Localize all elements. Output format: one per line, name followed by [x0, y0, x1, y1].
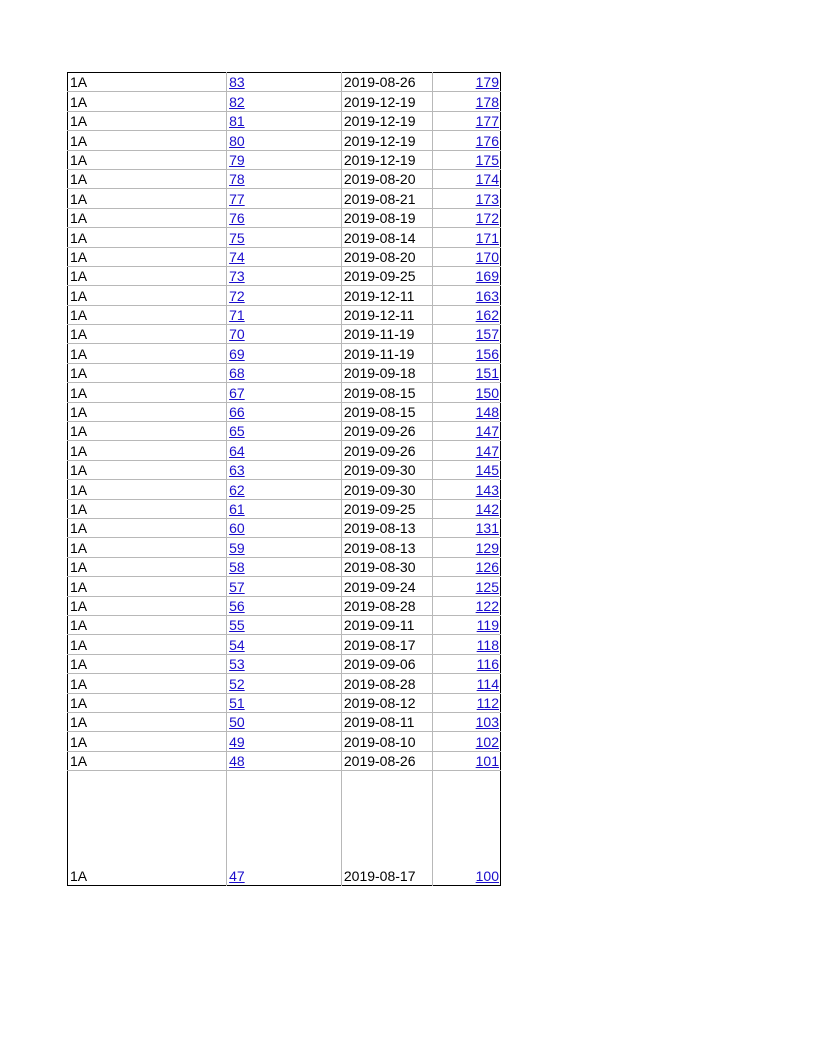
page-link[interactable]: 162	[475, 307, 499, 324]
code-cell: 1A	[68, 538, 227, 557]
table-row	[68, 92, 501, 111]
id-link[interactable]: 79	[229, 151, 245, 168]
id-link[interactable]: 69	[229, 345, 245, 362]
page-cell	[432, 266, 501, 285]
page-link[interactable]: 177	[475, 113, 499, 130]
id-cell	[227, 92, 342, 111]
page-link[interactable]: 156	[475, 345, 499, 362]
id-cell	[227, 712, 342, 731]
id-link[interactable]: 50	[229, 714, 245, 731]
code-cell: 1A	[68, 635, 227, 654]
table-row	[68, 771, 501, 886]
id-link[interactable]: 56	[229, 597, 245, 614]
code-cell: 1A	[68, 712, 227, 731]
date-cell: 2019-12-19	[341, 150, 432, 169]
date-cell: 2019-08-17	[341, 771, 432, 886]
date-cell: 2019-12-19	[341, 111, 432, 130]
table-row	[68, 325, 501, 344]
page-cell	[432, 635, 501, 654]
id-cell	[227, 751, 342, 770]
page-link[interactable]: 145	[475, 462, 499, 479]
page-link[interactable]: 147	[475, 423, 499, 440]
id-link[interactable]: 61	[229, 500, 245, 517]
page-cell	[432, 111, 501, 130]
table-row	[68, 208, 501, 227]
date-cell: 2019-09-18	[341, 363, 432, 382]
page-cell	[432, 771, 501, 886]
code-cell: 1A	[68, 518, 227, 537]
table-row	[68, 732, 501, 751]
date-cell: 2019-08-15	[341, 402, 432, 421]
table-row	[68, 286, 501, 305]
id-cell	[227, 344, 342, 363]
id-link[interactable]: 75	[229, 229, 245, 246]
id-cell	[227, 266, 342, 285]
page-cell	[432, 732, 501, 751]
id-link[interactable]: 70	[229, 326, 245, 343]
code-cell: 1A	[68, 266, 227, 285]
date-cell: 2019-08-28	[341, 674, 432, 693]
code-cell: 1A	[68, 693, 227, 712]
table-row	[68, 422, 501, 441]
page-link[interactable]: 176	[475, 132, 499, 149]
page-link[interactable]: 129	[475, 539, 499, 556]
table-row	[68, 266, 501, 285]
id-cell	[227, 693, 342, 712]
table-row	[68, 654, 501, 673]
page-cell	[432, 557, 501, 576]
id-cell	[227, 189, 342, 208]
date-cell: 2019-12-19	[341, 92, 432, 111]
id-link[interactable]: 51	[229, 694, 245, 711]
table-row	[68, 247, 501, 266]
date-cell: 2019-08-21	[341, 189, 432, 208]
table-row	[68, 712, 501, 731]
page-link[interactable]: 163	[475, 287, 499, 304]
date-cell: 2019-12-11	[341, 286, 432, 305]
page-link[interactable]: 150	[475, 384, 499, 401]
code-cell: 1A	[68, 383, 227, 402]
table-row	[68, 499, 501, 518]
code-cell: 1A	[68, 402, 227, 421]
table-row	[68, 635, 501, 654]
table-row	[68, 441, 501, 460]
table-row	[68, 518, 501, 537]
id-cell	[227, 441, 342, 460]
page-cell	[432, 751, 501, 770]
id-link[interactable]: 68	[229, 365, 245, 382]
date-cell: 2019-08-13	[341, 538, 432, 557]
id-cell	[227, 538, 342, 557]
id-link[interactable]: 81	[229, 113, 245, 130]
date-cell: 2019-08-20	[341, 247, 432, 266]
id-link[interactable]: 76	[229, 210, 245, 227]
page-link[interactable]: 100	[475, 868, 499, 885]
id-cell	[227, 771, 342, 886]
table-row	[68, 538, 501, 557]
id-cell	[227, 499, 342, 518]
code-cell: 1A	[68, 441, 227, 460]
page-cell	[432, 131, 501, 150]
id-cell	[227, 150, 342, 169]
page-cell	[432, 228, 501, 247]
code-cell: 1A	[68, 189, 227, 208]
id-link[interactable]: 62	[229, 481, 245, 498]
page-cell	[432, 247, 501, 266]
date-cell: 2019-08-13	[341, 518, 432, 537]
spreadsheet-table	[67, 72, 501, 886]
page-link[interactable]: 131	[475, 520, 499, 537]
page-link[interactable]: 148	[475, 404, 499, 421]
table-row	[68, 615, 501, 634]
id-cell	[227, 596, 342, 615]
page-cell	[432, 383, 501, 402]
date-cell: 2019-09-24	[341, 577, 432, 596]
page-cell	[432, 422, 501, 441]
page-cell	[432, 73, 501, 92]
page-cell	[432, 344, 501, 363]
id-cell	[227, 674, 342, 693]
code-cell: 1A	[68, 111, 227, 130]
table-row	[68, 596, 501, 615]
page-link[interactable]: 175	[475, 151, 499, 168]
date-cell: 2019-08-17	[341, 635, 432, 654]
table-row	[68, 460, 501, 479]
page-cell	[432, 150, 501, 169]
table-row	[68, 363, 501, 382]
id-cell	[227, 228, 342, 247]
id-cell	[227, 615, 342, 634]
id-cell	[227, 654, 342, 673]
table-row	[68, 693, 501, 712]
date-cell: 2019-12-11	[341, 305, 432, 324]
id-link[interactable]: 52	[229, 675, 245, 692]
code-cell: 1A	[68, 286, 227, 305]
date-cell: 2019-09-30	[341, 480, 432, 499]
code-cell: 1A	[68, 422, 227, 441]
table-row	[68, 189, 501, 208]
page-cell	[432, 363, 501, 382]
id-link[interactable]: 48	[229, 753, 245, 770]
table-row	[68, 674, 501, 693]
id-cell	[227, 557, 342, 576]
date-cell: 2019-12-19	[341, 131, 432, 150]
code-cell: 1A	[68, 73, 227, 92]
date-cell: 2019-08-19	[341, 208, 432, 227]
id-cell	[227, 363, 342, 382]
id-link[interactable]: 73	[229, 268, 245, 285]
code-cell: 1A	[68, 208, 227, 227]
page-link[interactable]: 157	[475, 326, 499, 343]
table-row	[68, 305, 501, 324]
id-cell	[227, 480, 342, 499]
id-cell	[227, 635, 342, 654]
id-cell	[227, 111, 342, 130]
id-cell	[227, 732, 342, 751]
id-link[interactable]: 59	[229, 539, 245, 556]
code-cell: 1A	[68, 577, 227, 596]
id-cell	[227, 208, 342, 227]
code-cell: 1A	[68, 131, 227, 150]
page-cell	[432, 596, 501, 615]
date-cell: 2019-09-25	[341, 499, 432, 518]
page-cell	[432, 169, 501, 188]
code-cell: 1A	[68, 460, 227, 479]
code-cell: 1A	[68, 344, 227, 363]
table-body	[68, 73, 501, 886]
page-cell	[432, 325, 501, 344]
date-cell: 2019-11-19	[341, 344, 432, 363]
id-link[interactable]: 80	[229, 132, 245, 149]
page-link[interactable]: 172	[475, 210, 499, 227]
page-link[interactable]: 178	[475, 93, 499, 110]
code-cell: 1A	[68, 615, 227, 634]
page-link[interactable]: 151	[475, 365, 499, 382]
date-cell: 2019-08-26	[341, 751, 432, 770]
table-row	[68, 402, 501, 421]
id-link[interactable]: 58	[229, 559, 245, 576]
id-cell	[227, 325, 342, 344]
table-row	[68, 131, 501, 150]
id-link[interactable]: 55	[229, 617, 245, 634]
id-cell	[227, 383, 342, 402]
page-cell	[432, 499, 501, 518]
page-cell	[432, 712, 501, 731]
page-link[interactable]: 147	[475, 442, 499, 459]
page-cell	[432, 480, 501, 499]
id-link[interactable]: 77	[229, 190, 245, 207]
id-link[interactable]: 60	[229, 520, 245, 537]
page-cell	[432, 538, 501, 557]
table-row	[68, 169, 501, 188]
page-link[interactable]: 116	[476, 656, 499, 673]
id-link[interactable]: 71	[229, 307, 245, 324]
id-cell	[227, 305, 342, 324]
id-cell	[227, 286, 342, 305]
page-cell	[432, 92, 501, 111]
page-link[interactable]: 173	[475, 190, 499, 207]
page-link[interactable]: 101	[475, 753, 499, 770]
code-cell: 1A	[68, 150, 227, 169]
id-link[interactable]: 65	[229, 423, 245, 440]
page-cell	[432, 654, 501, 673]
id-link[interactable]: 78	[229, 171, 245, 188]
code-cell: 1A	[68, 228, 227, 247]
date-cell: 2019-08-20	[341, 169, 432, 188]
page-cell	[432, 693, 501, 712]
date-cell: 2019-08-28	[341, 596, 432, 615]
date-cell: 2019-08-15	[341, 383, 432, 402]
date-cell: 2019-08-30	[341, 557, 432, 576]
date-cell: 2019-09-06	[341, 654, 432, 673]
code-cell: 1A	[68, 557, 227, 576]
code-cell: 1A	[68, 732, 227, 751]
date-cell: 2019-08-11	[341, 712, 432, 731]
date-cell: 2019-09-11	[341, 615, 432, 634]
table-row	[68, 228, 501, 247]
page-cell	[432, 208, 501, 227]
id-link[interactable]: 66	[229, 404, 245, 421]
id-link[interactable]: 67	[229, 384, 245, 401]
page-link[interactable]: 119	[476, 617, 499, 634]
id-cell	[227, 518, 342, 537]
id-cell	[227, 460, 342, 479]
id-cell	[227, 169, 342, 188]
id-link[interactable]: 57	[229, 578, 245, 595]
page-cell	[432, 577, 501, 596]
table-row	[68, 577, 501, 596]
table-row	[68, 480, 501, 499]
page-cell	[432, 189, 501, 208]
code-cell: 1A	[68, 363, 227, 382]
page-link[interactable]: 103	[475, 714, 499, 731]
code-cell: 1A	[68, 596, 227, 615]
date-cell: 2019-09-25	[341, 266, 432, 285]
id-cell	[227, 402, 342, 421]
id-link[interactable]: 47	[229, 868, 245, 885]
id-link[interactable]: 72	[229, 287, 245, 304]
code-cell: 1A	[68, 654, 227, 673]
page-cell	[432, 402, 501, 421]
id-cell	[227, 131, 342, 150]
id-cell	[227, 577, 342, 596]
code-cell: 1A	[68, 247, 227, 266]
table-row	[68, 73, 501, 92]
page-link[interactable]: 114	[476, 675, 499, 692]
page-cell	[432, 441, 501, 460]
page-link[interactable]: 118	[476, 636, 499, 653]
code-cell: 1A	[68, 499, 227, 518]
date-cell: 2019-08-10	[341, 732, 432, 751]
date-cell: 2019-08-26	[341, 73, 432, 92]
date-cell: 2019-08-12	[341, 693, 432, 712]
page-cell	[432, 615, 501, 634]
code-cell: 1A	[68, 751, 227, 770]
id-link[interactable]: 54	[229, 636, 245, 653]
code-cell: 1A	[68, 169, 227, 188]
page-link[interactable]: 143	[475, 481, 499, 498]
id-link[interactable]: 53	[229, 656, 245, 673]
page-link[interactable]: 170	[475, 248, 499, 265]
code-cell: 1A	[68, 305, 227, 324]
page-link[interactable]: 171	[475, 229, 499, 246]
id-link[interactable]: 64	[229, 442, 245, 459]
page-link[interactable]: 125	[475, 578, 499, 595]
table-row	[68, 111, 501, 130]
code-cell: 1A	[68, 674, 227, 693]
table-row	[68, 751, 501, 770]
table-row	[68, 383, 501, 402]
id-link[interactable]: 83	[229, 74, 245, 91]
date-cell: 2019-09-26	[341, 422, 432, 441]
code-cell: 1A	[68, 325, 227, 344]
id-link[interactable]: 63	[229, 462, 245, 479]
id-link[interactable]: 82	[229, 93, 245, 110]
page-link[interactable]: 169	[475, 268, 499, 285]
date-cell: 2019-08-14	[341, 228, 432, 247]
id-cell	[227, 247, 342, 266]
date-cell: 2019-09-30	[341, 460, 432, 479]
code-cell: 1A	[68, 92, 227, 111]
page-cell	[432, 305, 501, 324]
table-row	[68, 557, 501, 576]
page-cell	[432, 674, 501, 693]
page-link[interactable]: 102	[475, 733, 499, 750]
id-link[interactable]: 49	[229, 733, 245, 750]
id-link[interactable]: 74	[229, 248, 245, 265]
page-link[interactable]: 126	[475, 559, 499, 576]
id-cell	[227, 422, 342, 441]
code-cell: 1A	[70, 868, 88, 885]
code-cell: 1A	[68, 480, 227, 499]
page-cell	[432, 518, 501, 537]
table-row	[68, 150, 501, 169]
table-row	[68, 344, 501, 363]
page-link[interactable]: 142	[475, 500, 499, 517]
date-cell: 2019-09-26	[341, 441, 432, 460]
page-cell	[432, 460, 501, 479]
page-link[interactable]: 179	[475, 74, 499, 91]
id-cell	[227, 73, 342, 92]
date-cell: 2019-11-19	[341, 325, 432, 344]
page-link[interactable]: 174	[475, 171, 499, 188]
page-cell	[432, 286, 501, 305]
page-link[interactable]: 112	[476, 694, 499, 711]
page-link[interactable]: 122	[475, 597, 499, 614]
